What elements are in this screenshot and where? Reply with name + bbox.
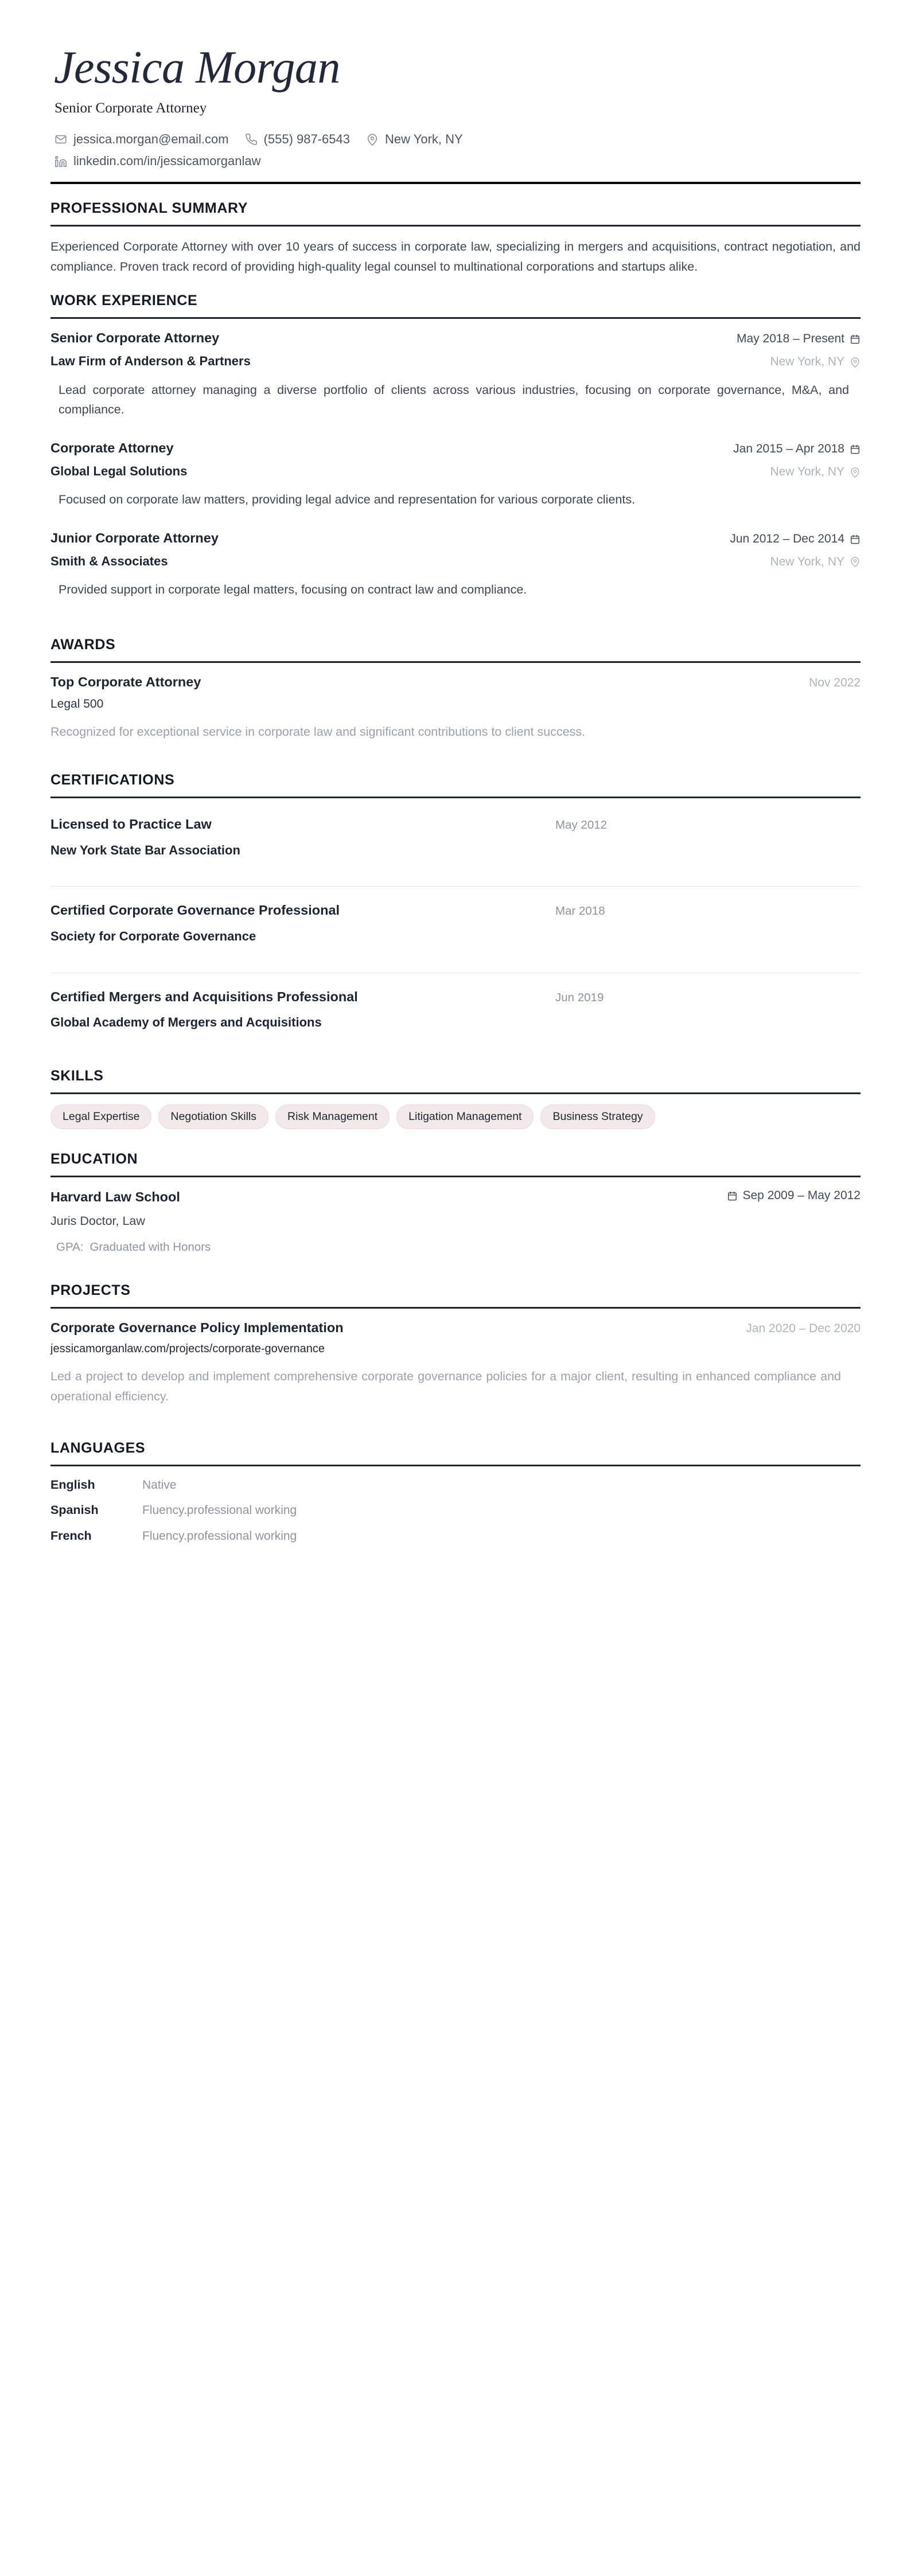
education-gpa bbox=[56, 1239, 228, 1256]
section-title-awards: AWARDS bbox=[50, 636, 116, 653]
language-row bbox=[50, 1477, 861, 1493]
section-title-summary: PROFESSIONAL SUMMARY bbox=[50, 200, 248, 216]
section-rule bbox=[50, 225, 861, 227]
language-level: Fluency.professional working bbox=[142, 1529, 297, 1543]
work-entry-subline bbox=[50, 463, 861, 480]
skill-tag[interactable]: Litigation Management bbox=[396, 1104, 534, 1129]
calendar-icon bbox=[850, 444, 861, 455]
skills-list bbox=[50, 1104, 861, 1129]
section-title-education: EDUCATION bbox=[50, 1151, 138, 1168]
section-title-work: WORK EXPERIENCE bbox=[50, 292, 198, 309]
contact-phone-text: (555) 987-6543 bbox=[263, 132, 350, 146]
certification-entry bbox=[50, 973, 861, 1046]
award-date-text: Nov 2022 bbox=[809, 676, 861, 689]
work-position: Corporate Attorney bbox=[50, 440, 174, 456]
skill-tag[interactable]: Risk Management bbox=[275, 1104, 390, 1129]
education-gpa-value: Graduated with Honors bbox=[89, 1240, 211, 1254]
contact-info bbox=[53, 132, 861, 169]
certification-entry bbox=[50, 809, 861, 873]
resume-header bbox=[50, 42, 861, 184]
contact-email[interactable] bbox=[53, 132, 229, 147]
project-description: Led a project to develop and implement comprehensive corporate governance policies for a major client, resulting in enhanced compliance and operational efficiency. bbox=[50, 1369, 841, 1404]
location-pin-icon bbox=[365, 132, 380, 147]
summary-text: Experienced Corporate Attorney with over 10 years of success in corporate law, specializing in mergers and acquisitions, contract negotiation, and compliance. Proven track record of providing high-quality legal counsel to multinational corporations and startups alike. bbox=[50, 239, 861, 274]
award-description: Recognized for exceptional service in corporate law and significant contributions to client success. bbox=[50, 725, 586, 739]
section-certifications bbox=[50, 772, 861, 1046]
location-pin-icon bbox=[850, 467, 861, 478]
work-dates-text: Jun 2012 – Dec 2014 bbox=[730, 532, 844, 546]
location-pin-icon bbox=[850, 556, 861, 567]
work-dates-text: Jan 2015 – Apr 2018 bbox=[733, 442, 844, 456]
language-name: English bbox=[50, 1478, 95, 1492]
work-dates-text: May 2018 – Present bbox=[737, 332, 844, 346]
award-entry-headline bbox=[50, 673, 861, 692]
section-rule bbox=[50, 1176, 861, 1177]
language-level: Native bbox=[142, 1478, 177, 1492]
work-position: Junior Corporate Attorney bbox=[50, 530, 219, 546]
languages-list bbox=[50, 1477, 861, 1544]
work-description: Lead corporate attorney managing a diverse portfolio of clients across various industries, focusing on corporate governance, M&A, and compliance. bbox=[59, 383, 849, 417]
work-entry-subline bbox=[50, 553, 861, 570]
section-rule bbox=[50, 1465, 861, 1466]
section-skills bbox=[50, 1068, 861, 1129]
contact-email-text: jessica.morgan@email.com bbox=[73, 132, 229, 146]
calendar-icon bbox=[850, 334, 861, 345]
education-dates bbox=[727, 1188, 861, 1204]
certification-name: Licensed to Practice Law bbox=[50, 816, 212, 832]
work-description: Focused on corporate law matters, providing legal advice and representation for various corporate clients. bbox=[59, 493, 636, 507]
work-company: Law Firm of Anderson & Partners bbox=[50, 354, 251, 369]
language-name: French bbox=[50, 1528, 92, 1543]
section-rule bbox=[50, 317, 861, 319]
certification-entry bbox=[50, 887, 861, 959]
work-entry bbox=[50, 439, 861, 510]
project-name: Corporate Governance Policy Implementation bbox=[50, 1320, 344, 1335]
project-url[interactable]: jessicamorganlaw.com/projects/corporate-governance bbox=[50, 1342, 325, 1356]
project-entry-headline bbox=[50, 1319, 861, 1337]
education-dates-text: Sep 2009 – May 2012 bbox=[742, 1189, 861, 1203]
section-rule bbox=[50, 1092, 861, 1094]
work-location bbox=[770, 554, 861, 570]
page-bottom-space bbox=[50, 1553, 861, 1966]
contact-linkedin-text: linkedin.com/in/jessicamorganlaw bbox=[73, 154, 261, 169]
work-position: Senior Corporate Attorney bbox=[50, 330, 220, 346]
work-company: Global Legal Solutions bbox=[50, 463, 188, 478]
language-level: Fluency.professional working bbox=[142, 1504, 297, 1517]
certification-issuer: New York State Bar Association bbox=[50, 842, 240, 857]
language-row bbox=[50, 1528, 861, 1544]
section-work-experience bbox=[50, 292, 861, 600]
skill-tag[interactable]: Legal Expertise bbox=[50, 1104, 151, 1129]
work-entry-subline bbox=[50, 353, 861, 370]
section-title-skills: SKILLS bbox=[50, 1068, 104, 1084]
award-name: Top Corporate Attorney bbox=[50, 674, 201, 689]
contact-linkedin[interactable] bbox=[53, 154, 260, 169]
work-location-text: New York, NY bbox=[770, 555, 844, 568]
calendar-icon bbox=[850, 534, 861, 545]
contact-line-primary bbox=[53, 132, 861, 147]
award-date bbox=[809, 675, 861, 691]
section-title-projects: PROJECTS bbox=[50, 1282, 131, 1298]
work-entry-headline bbox=[50, 529, 861, 548]
contact-phone[interactable] bbox=[244, 132, 350, 147]
header-divider bbox=[50, 182, 861, 184]
work-entry-headline bbox=[50, 439, 861, 458]
section-rule bbox=[50, 661, 861, 663]
award-entry bbox=[50, 673, 861, 742]
contact-line-secondary bbox=[53, 154, 861, 169]
work-location-text: New York, NY bbox=[770, 355, 844, 369]
skill-tag[interactable]: Negotiation Skills bbox=[158, 1104, 268, 1129]
skill-tag[interactable]: Business Strategy bbox=[540, 1104, 655, 1129]
section-languages bbox=[50, 1440, 861, 1544]
work-entry-headline bbox=[50, 329, 861, 348]
phone-icon bbox=[244, 132, 259, 147]
section-title-certifications: CERTIFICATIONS bbox=[50, 771, 175, 788]
page-title: Jessica Morgan bbox=[54, 42, 340, 93]
work-entry bbox=[50, 329, 861, 420]
contact-location bbox=[365, 132, 463, 147]
location-pin-icon bbox=[850, 357, 861, 368]
section-awards bbox=[50, 637, 861, 742]
professional-headline: Senior Corporate Attorney bbox=[54, 100, 207, 116]
section-professional-summary bbox=[50, 200, 861, 277]
language-name: Spanish bbox=[50, 1503, 99, 1517]
education-entry bbox=[50, 1188, 861, 1255]
work-dates bbox=[730, 531, 861, 547]
certification-date: May 2012 bbox=[555, 818, 608, 832]
email-icon bbox=[53, 132, 68, 147]
certification-issuer: Global Academy of Mergers and Acquisitions bbox=[50, 1015, 322, 1030]
work-entry bbox=[50, 529, 861, 600]
work-location bbox=[770, 354, 861, 370]
certification-date: Jun 2019 bbox=[555, 990, 604, 1004]
calendar-icon bbox=[727, 1191, 738, 1201]
work-location bbox=[770, 464, 861, 480]
education-degree: Juris Doctor, Law bbox=[50, 1213, 145, 1228]
work-dates bbox=[733, 441, 861, 457]
award-issuer: Legal 500 bbox=[50, 697, 104, 711]
certification-date: Mar 2018 bbox=[555, 904, 605, 918]
work-location-text: New York, NY bbox=[770, 465, 844, 478]
work-company: Smith & Associates bbox=[50, 553, 168, 568]
work-description: Provided support in corporate legal matters, focusing on contract law and compliance. bbox=[59, 583, 527, 597]
contact-location-text: New York, NY bbox=[384, 132, 463, 146]
certification-name: Certified Mergers and Acquisitions Professional bbox=[50, 989, 358, 1004]
education-school: Harvard Law School bbox=[50, 1189, 180, 1205]
certification-issuer: Society for Corporate Governance bbox=[50, 928, 256, 943]
linkedin-icon bbox=[53, 154, 68, 169]
project-entry bbox=[50, 1319, 861, 1407]
education-gpa-label: GPA: bbox=[56, 1240, 84, 1254]
certification-name: Certified Corporate Governance Professional bbox=[50, 903, 340, 918]
section-title-languages: LANGUAGES bbox=[50, 1440, 146, 1457]
project-dates-text: Jan 2020 – Dec 2020 bbox=[746, 1321, 861, 1335]
education-entry-headline bbox=[50, 1188, 861, 1206]
section-projects bbox=[50, 1282, 861, 1407]
section-education bbox=[50, 1151, 861, 1255]
project-dates bbox=[746, 1321, 861, 1337]
section-rule bbox=[50, 797, 861, 798]
section-rule bbox=[50, 1307, 861, 1309]
work-dates bbox=[737, 331, 861, 347]
language-row bbox=[50, 1502, 861, 1519]
